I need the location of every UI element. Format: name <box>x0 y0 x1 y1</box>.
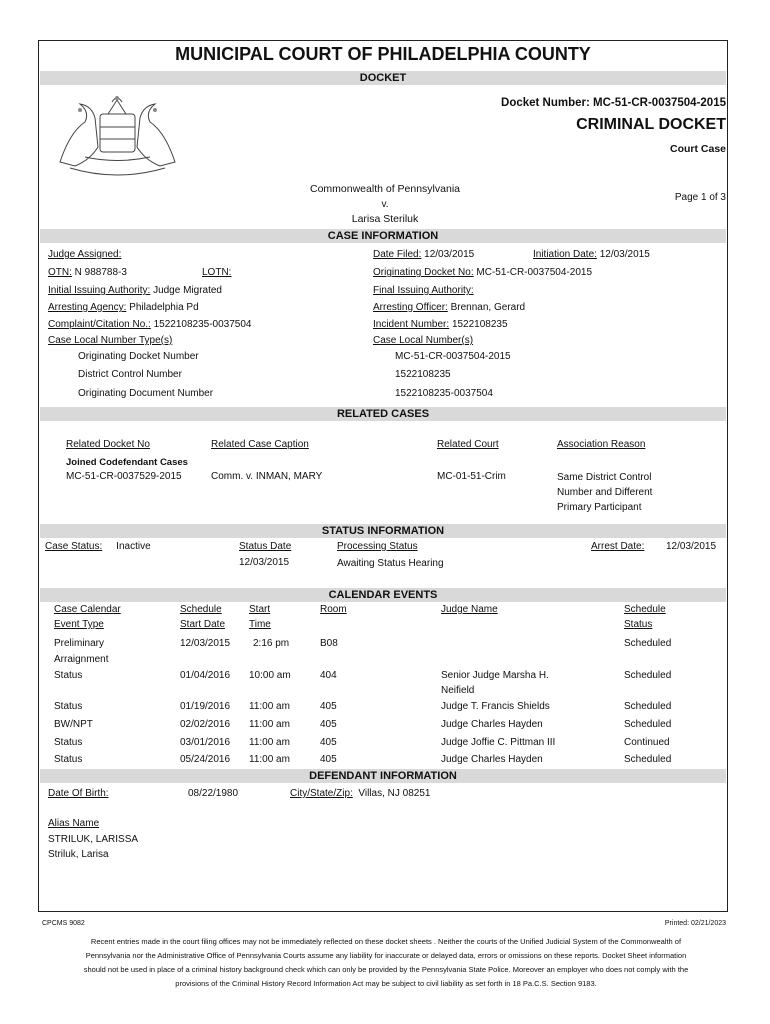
cal-header-status2: Status <box>624 619 653 630</box>
alias-item: STRILUK, LARISSA <box>48 834 139 845</box>
city-label: City/State/Zip: <box>290 788 353 799</box>
incident-label: Incident Number: <box>373 319 450 330</box>
initiation-date-label: Initiation Date: <box>533 249 597 260</box>
related-court-value: MC-01-51-Crim <box>437 471 506 482</box>
seal-of-pennsylvania-icon <box>50 92 185 177</box>
cal-room: B08 <box>320 638 338 649</box>
cal-start-date: 12/03/2015 <box>180 638 231 649</box>
cal-judge: Judge Joffie C. Pittman III <box>441 737 556 748</box>
form-id: CPCMS 9082 <box>42 920 85 927</box>
originating-docket-label: Originating Docket No: <box>373 267 474 278</box>
local-type-item: District Control Number <box>78 369 182 380</box>
city-value: Villas, NJ 08251 <box>358 788 431 799</box>
page-number: Page 1 of 3 <box>674 192 726 203</box>
cal-header-start: Schedule <box>180 604 222 615</box>
complaint-value: 1522108235-0037504 <box>153 319 252 330</box>
cal-header-room: Room <box>320 604 347 615</box>
otn-label: OTN: <box>48 267 72 278</box>
cal-status: Continued <box>624 737 670 748</box>
cal-status: Scheduled <box>624 754 672 765</box>
court-title: MUNICIPAL COURT OF PHILADELPHIA COUNTY <box>175 44 591 64</box>
arresting-agency-row <box>48 302 199 313</box>
cal-event-type: Status <box>54 737 83 748</box>
status-date-label: Status Date <box>239 541 292 552</box>
cal-start-time: 2:16 pm <box>253 638 290 649</box>
cal-judge: Judge Charles Hayden <box>441 754 543 765</box>
caption-v: v. <box>381 199 389 210</box>
local-number-item: MC-51-CR-0037504-2015 <box>395 351 511 362</box>
printed-date: Printed: 02/21/2023 <box>664 920 726 927</box>
related-caption-header: Related Case Caption <box>211 439 309 450</box>
date-filed-row <box>373 249 474 260</box>
status-date-value: 12/03/2015 <box>239 557 290 568</box>
judge-assigned-label: Judge Assigned: <box>48 249 122 260</box>
codefendant-group-label: Joined Codefendant Cases <box>66 457 188 468</box>
caption-defendant: Larisa Steriluk <box>351 213 419 225</box>
caption-commonwealth: Commonwealth of Pennsylvania <box>310 183 460 195</box>
court-case-label: Court Case <box>669 143 726 155</box>
cal-room: 405 <box>320 737 337 748</box>
local-type-item: Originating Document Number <box>78 388 214 399</box>
originating-docket-row <box>373 267 592 278</box>
cal-header-status: Schedule <box>624 604 666 615</box>
related-cases-bar: RELATED CASES <box>40 407 726 421</box>
cal-event-type: Preliminary <box>54 638 105 649</box>
case-status-value: Inactive <box>116 541 151 552</box>
dob-value: 08/22/1980 <box>188 788 239 799</box>
related-caption-value: Comm. v. INMAN, MARY <box>211 471 323 482</box>
calendar-events-bar: CALENDAR EVENTS <box>40 588 726 602</box>
cal-status: Scheduled <box>624 638 672 649</box>
cal-start-date: 05/24/2016 <box>180 754 231 765</box>
processing-status-value: Awaiting Status Hearing <box>337 558 444 569</box>
defendant-information-bar: DEFENDANT INFORMATION <box>40 769 726 783</box>
arrest-date-value: 12/03/2015 <box>666 541 717 552</box>
cal-header-time: Start <box>249 604 271 615</box>
criminal-docket-title: CRIMINAL DOCKET <box>576 116 726 133</box>
cal-judge: Judge Charles Hayden <box>441 719 543 730</box>
local-types-label: Case Local Number Type(s) <box>48 335 173 346</box>
cal-start-date: 03/01/2016 <box>180 737 231 748</box>
cal-status: Scheduled <box>624 670 672 681</box>
docket-bar: DOCKET <box>40 71 726 85</box>
related-docket-value: MC-51-CR-0037529-2015 <box>66 471 182 482</box>
complaint-row <box>48 319 252 330</box>
cal-start-date: 01/19/2016 <box>180 701 231 712</box>
docket-number: Docket Number: MC-51-CR-0037504-2015 <box>501 97 726 109</box>
cal-start-time: 11:00 am <box>249 737 290 748</box>
local-number-item: 1522108235 <box>395 369 451 380</box>
cal-event-type: BW/NPT <box>54 719 93 730</box>
cal-start-date: 01/04/2016 <box>180 670 231 681</box>
status-information-bar: STATUS INFORMATION <box>40 524 726 538</box>
cal-start-time: 11:00 am <box>249 754 290 765</box>
otn-row <box>48 267 127 278</box>
cal-judge-line2: Neifield <box>441 685 475 696</box>
cal-event-type: Status <box>54 701 83 712</box>
initiation-date-value: 12/03/2015 <box>599 249 650 260</box>
cal-event-type-line2: Arraignment <box>54 654 109 665</box>
association-reason-line: Same District Control <box>557 472 652 483</box>
local-type-item: Originating Docket Number <box>78 351 199 362</box>
cal-header-type2: Event Type <box>54 619 104 630</box>
local-number-item: 1522108235-0037504 <box>395 388 493 399</box>
cal-start-time: 11:00 am <box>249 719 290 730</box>
incident-row <box>373 319 508 330</box>
association-reason-line: Number and Different <box>557 487 653 498</box>
initial-authority-label: Initial Issuing Authority: <box>48 285 151 296</box>
related-docket-header: Related Docket No <box>66 439 150 450</box>
arrest-date-label: Arrest Date: <box>591 541 645 552</box>
cal-event-type: Status <box>54 670 83 681</box>
cal-room: 405 <box>320 719 337 730</box>
cal-room: 404 <box>320 670 337 681</box>
cal-start-date: 02/02/2016 <box>180 719 231 730</box>
cal-status: Scheduled <box>624 701 672 712</box>
arresting-officer-label: Arresting Officer: <box>373 302 448 313</box>
arresting-agency-label: Arresting Agency: <box>48 302 127 313</box>
arresting-agency-value: Philadelphia Pd <box>129 302 199 313</box>
final-authority-label: Final Issuing Authority: <box>373 285 474 296</box>
cal-event-type: Status <box>54 754 83 765</box>
cal-room: 405 <box>320 701 337 712</box>
case-status-row <box>45 541 151 552</box>
case-status-label: Case Status: <box>45 541 103 552</box>
initial-authority-row <box>48 285 222 296</box>
local-numbers-label: Case Local Number(s) <box>373 335 474 346</box>
dob-label: Date Of Birth: <box>48 788 109 799</box>
cal-judge: Senior Judge Marsha H. <box>441 670 549 681</box>
cal-header-time2: Time <box>249 619 271 630</box>
lotn-label: LOTN: <box>202 267 232 278</box>
cal-header-start2: Start Date <box>180 619 226 630</box>
initial-authority-value: Judge Migrated <box>153 285 222 296</box>
city-row <box>290 788 430 799</box>
cal-header-type: Case Calendar <box>54 604 121 615</box>
disclaimer: Recent entries made in the court filing offices may not be immediately reflected on these docket sheets . Neither the courts of the Unified Judicial System of the Commonwealth of Pennsylvania nor the Administrative Office of Pennsylvania Courts assume any liability for inaccurate or delayed data, errors or omissions on these reports. Docket Sheet information should not be used in place of a criminal history background check which can only be provided by the Pennsylvania State Police. Moreover an employer who does not comply with the provisions of the Criminal History Record Information Act may be subject to civil liability as set forth in 18 Pa.C.S. Section 9183. <box>83 937 689 988</box>
date-filed-label: Date Filed: <box>373 249 422 260</box>
association-reason-header: Association Reason <box>557 439 646 450</box>
incident-value: 1522108235 <box>451 319 508 330</box>
arresting-officer-value: Brennan, Gerard <box>450 302 526 313</box>
cal-status: Scheduled <box>624 719 672 730</box>
related-court-header: Related Court <box>437 439 499 450</box>
originating-docket-value: MC-51-CR-0037504-2015 <box>476 267 593 278</box>
cal-room: 405 <box>320 754 337 765</box>
initiation-date-row <box>533 249 650 260</box>
arresting-officer-row <box>373 302 525 313</box>
alias-item: Striluk, Larisa <box>48 849 109 860</box>
otn-value: N 988788-3 <box>74 267 127 278</box>
date-filed-value: 12/03/2015 <box>424 249 475 260</box>
association-reason-line: Primary Participant <box>557 502 642 513</box>
cal-header-judge: Judge Name <box>441 604 498 615</box>
complaint-label: Complaint/Citation No.: <box>48 319 151 330</box>
case-information-bar: CASE INFORMATION <box>40 229 726 243</box>
processing-status-label: Processing Status <box>337 541 418 552</box>
cal-start-time: 11:00 am <box>249 701 290 712</box>
alias-name-label: Alias Name <box>48 818 100 829</box>
cal-judge: Judge T. Francis Shields <box>441 701 550 712</box>
cal-start-time: 10:00 am <box>249 670 291 681</box>
